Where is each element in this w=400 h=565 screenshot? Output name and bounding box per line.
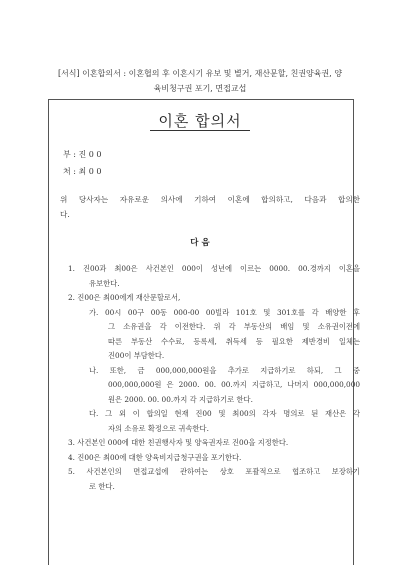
document-title: 이혼 합의서 — [158, 112, 242, 130]
intro-line: 다. — [60, 210, 70, 219]
term-line: 자의 소유로 확정으로 귀속한다. — [108, 423, 209, 433]
term-line: 다. 그 외 이 합의일 현재 진00 및 최00의 각자 명의로 된 재산은 각 — [89, 409, 360, 418]
term-line: 유보한다. — [89, 278, 120, 288]
intro-line: 위 당사자는 자유로운 의사에 기하여 이혼에 합의하고, 다음과 합의한 — [60, 195, 360, 204]
term-line: 5. 사건본인의 면접교섭에 관하여는 상호 포괄적으로 협조하고 보장하기 — [68, 467, 360, 476]
header-line-2: 육비청구권 포기, 면접교섭 — [153, 84, 247, 93]
header-line-1: [서식] 이혼합의서 : 이혼협의 후 이혼시기 유보 및 별거, 재산문할, 친권양육권, 양 — [57, 69, 343, 78]
term-line: 로 한다. — [89, 481, 115, 491]
term-line: 그 소유권을 각 이전한다. 위 각 부동산의 배임 및 소유권이전에 — [108, 322, 360, 331]
term-line: 나. 또한, 금 000,000,000원을 추가로 지급하기로 하되, 그 중 — [89, 365, 360, 375]
section-title: 다 음 — [190, 238, 210, 248]
party-husband: 부 : 진 0 0 — [63, 150, 102, 159]
terms-list — [60, 262, 360, 494]
term-line: 2. 진00은 최00에게 재산문할로서, — [68, 293, 181, 302]
term-line: 가. 00시 00구 00동 000-00 00빌라 101호 및 301호를 각 배양한 후 — [89, 307, 360, 317]
term-line: 000,000,000원 은 2000. 00. 00.까지 지급하고, 나머지 000,000,000 — [108, 380, 360, 389]
term-line: 3. 사건본인 000에 대한 친권행사자 및 양육권자로 진00을 지정한다. — [68, 438, 289, 447]
form-header — [22, 66, 378, 96]
title-underline — [150, 130, 250, 131]
term-line: 원은 2000. 00. 00.까지 각 지급하기로 한다. — [108, 394, 253, 404]
term-line: 4. 진00은 최00에 대한 양육비지급청구권을 포기한다. — [68, 452, 242, 462]
party-wife: 처 : 최 0 0 — [63, 167, 102, 176]
term-line: 따른 부동산 수수료, 등록세, 취득세 등 필요한 제반경비 일체는 — [108, 336, 360, 346]
term-line: 진00이 부담한다. — [108, 351, 165, 360]
term-line: 1. 진00과 최00은 사건본인 000이 성년에 이르는 0000. 00.경까지 이혼을 — [68, 264, 360, 273]
intro-paragraph — [60, 192, 360, 222]
